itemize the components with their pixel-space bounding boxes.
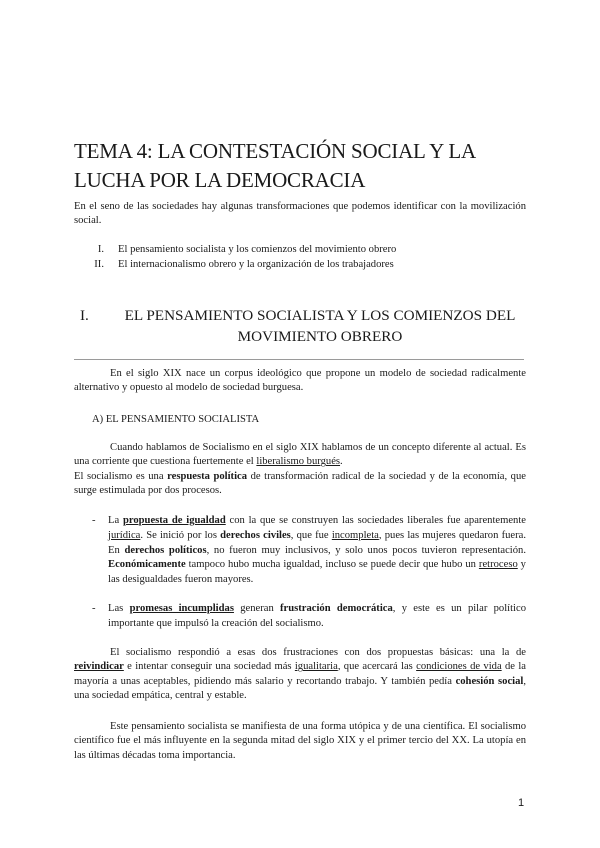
subsection-heading: A) EL PENSAMIENTO SOCIALISTA xyxy=(92,414,260,425)
table-of-contents xyxy=(74,243,526,272)
bullet-dash: - xyxy=(92,603,96,614)
intro-paragraph: En el seno de las sociedades hay algunas transformaciones que podemos identificar con la movilización social. xyxy=(74,201,526,227)
toc-item-text: El internacionalismo obrero y la organización de los trabajadores xyxy=(118,258,394,270)
toc-item-number: I. xyxy=(97,244,104,255)
underlined-term: liberalismo burgués xyxy=(256,456,341,468)
paragraph-4: El socialismo respondió a esas dos frustraciones con dos propuestas básicas: una la de reivindicar e intentar conseguir una sociedad más igualitaria, que acercará las condiciones de vida de la mayoría a unas aceptables, pidiendo más salario y recortando trabajo. Y también pedía cohesión social, una sociedad empática, central y estable. xyxy=(74,647,526,702)
list-item xyxy=(92,602,526,632)
paragraph-3: El socialismo es una respuesta política de transformación radical de la sociedad y de la economía, que surge estimulada por dos procesos. xyxy=(74,471,526,497)
page-number: 1 xyxy=(518,797,525,809)
section-heading xyxy=(74,305,526,347)
toc-item xyxy=(74,258,526,273)
section-number: I. xyxy=(80,307,89,324)
bold-term: respuesta política xyxy=(167,471,248,482)
bullet-dash: - xyxy=(92,515,96,526)
paragraph-2: Cuando hablamos de Socialismo en el siglo XIX hablamos de un concepto diferente al actual. Es una corriente que cuestiona fuertemente el liberalismo burgués. xyxy=(74,442,526,468)
toc-item-number: II. xyxy=(94,258,104,270)
toc-item xyxy=(74,243,526,258)
list-item xyxy=(92,514,526,588)
paragraph-1: En el siglo XIX nace un corpus ideológico que propone un modelo de sociedad radicalmente alternativo y opuesto al modelo de sociedad burguesa. xyxy=(74,368,526,394)
section-divider xyxy=(74,359,524,360)
paragraph-5: Este pensamiento socialista se manifiesta de una forma utópica y de una científica. El socialismo científico fue el más influyente en la segunda mitad del siglo XIX y el primer tercio del XX. La utopía en las últimas décadas toma importancia. xyxy=(74,721,526,761)
document-title: TEMA 4: LA CONTESTACIÓN SOCIAL Y LA LUCHA POR LA DEMOCRACIA xyxy=(74,139,475,192)
list-item-text: Las promesas incumplidas generan frustración democrática, y este es un pilar político importante que impulsó la creación del socialismo. xyxy=(108,603,526,629)
list-item-text: La propuesta de igualdad con la que se construyen las sociedades liberales fue aparentemente jurídica. Se inició por los derechos civiles, que fue incompleta, pues las mujeres quedaron fuera. En derechos políticos, no fueron muy inclusivos, y solo unos pocos tuvieron representación. Económicamente tampoco hubo mucha igualdad, incluso se puede decir que hubo un retroceso y las desigualdades fueron mayores. xyxy=(108,515,526,586)
toc-item-text: El pensamiento socialista y los comienzos del movimiento obrero xyxy=(118,244,397,255)
section-title: EL PENSAMIENTO SOCIALISTA Y LOS COMIENZOS DEL MOVIMIENTO OBRERO xyxy=(124,307,516,345)
